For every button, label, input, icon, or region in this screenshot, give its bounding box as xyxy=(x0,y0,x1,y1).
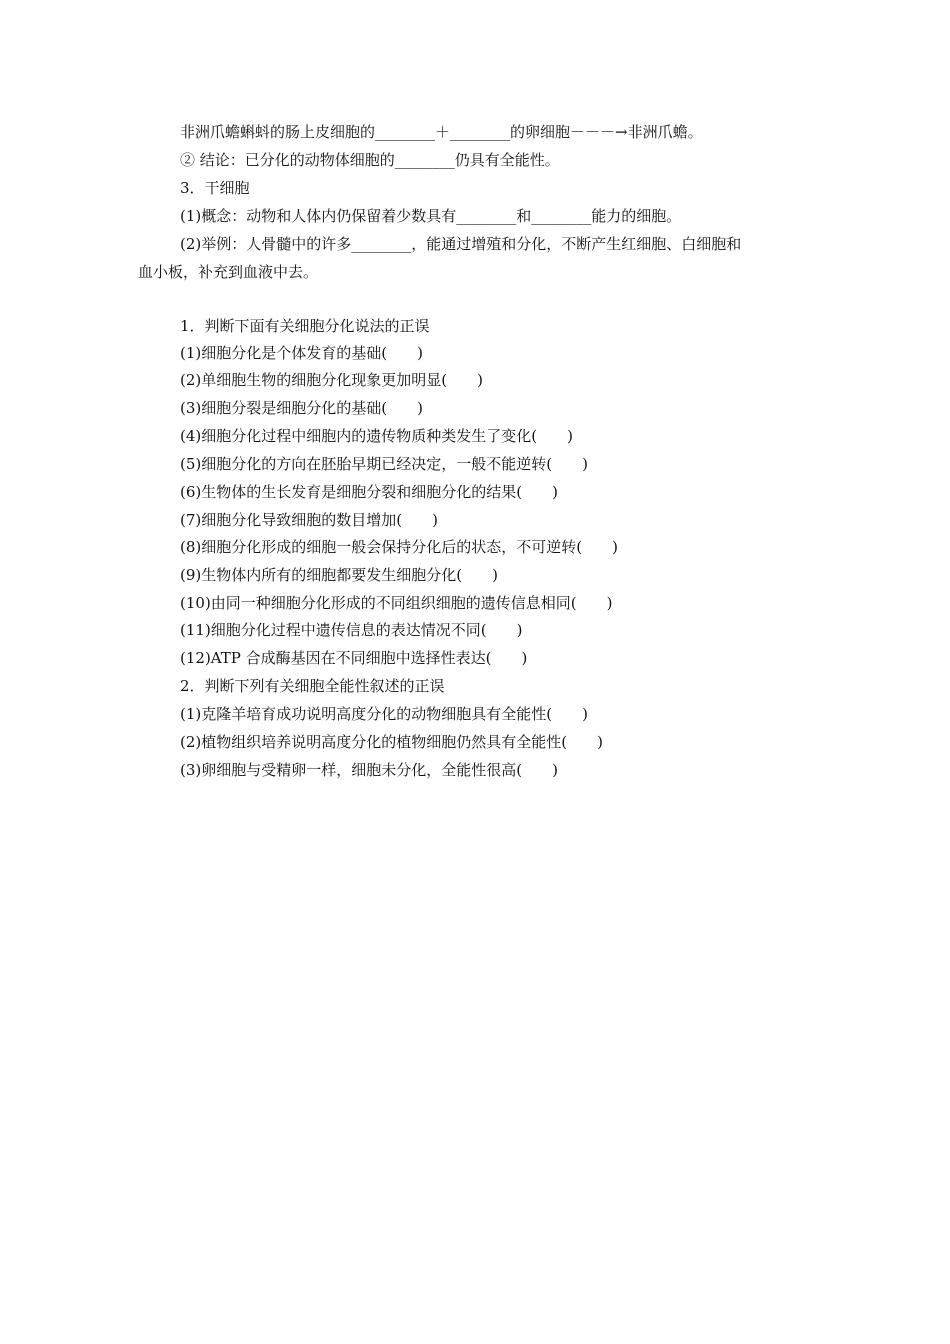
question-1-item: (11)细胞分化过程中遗传信息的表达情况不同( ) xyxy=(180,621,523,639)
question-2-item: (1)克隆羊培育成功说明高度分化的动物细胞具有全能性( ) xyxy=(180,705,588,723)
question-2-title: 2．判断下列有关细胞全能性叙述的正误 xyxy=(180,677,445,695)
question-1-item: (7)细胞分化导致细胞的数目增加( ) xyxy=(180,511,438,529)
question-1-item: (9)生物体内所有的细胞都要发生细胞分化( ) xyxy=(180,566,498,584)
question-2-item: (2)植物组织培养说明高度分化的植物细胞仍然具有全能性( ) xyxy=(180,733,603,751)
question-1-item: (6)生物体的生长发育是细胞分裂和细胞分化的结果( ) xyxy=(180,483,558,501)
conclusion-line: ② 结论：已分化的动物体细胞的________仍具有全能性。 xyxy=(180,151,560,169)
stem-cell-example-continued: 血小板，补充到血液中去。 xyxy=(138,263,319,281)
question-1-item: (8)细胞分化形成的细胞一般会保持分化后的状态，不可逆转( ) xyxy=(180,538,618,556)
question-1-item: (4)细胞分化过程中细胞内的遗传物质种类发生了变化( ) xyxy=(180,427,573,445)
stem-cell-example: (2)举例：人骨髓中的许多________，能通过增殖和分化，不断产生红细胞、白细胞和 xyxy=(180,235,742,253)
question-1-item: (10)由同一种细胞分化形成的不同组织细胞的遗传信息相同( ) xyxy=(180,594,613,612)
question-1-item: (1)细胞分化是个体发育的基础( ) xyxy=(180,344,423,362)
question-1-item: (5)细胞分化的方向在胚胎早期已经决定，一般不能逆转( ) xyxy=(180,455,588,473)
section-heading-stem-cell: 3．干细胞 xyxy=(180,179,250,197)
stem-cell-concept: (1)概念：动物和人体内仍保留着少数具有________和________能力的细胞。 xyxy=(180,207,682,225)
question-1-item: (2)单细胞生物的细胞分化现象更加明显( ) xyxy=(180,371,483,389)
question-1-title: 1．判断下面有关细胞分化说法的正误 xyxy=(180,317,430,335)
experiment-line: 非洲爪蟾蝌蚪的肠上皮细胞的________＋________的卵细胞－－－→非洲爪蟾。 xyxy=(180,123,703,141)
question-2-item: (3)卵细胞与受精卵一样，细胞未分化，全能性很高( ) xyxy=(180,761,558,779)
question-1-item: (12)ATP 合成酶基因在不同细胞中选择性表达( ) xyxy=(180,649,528,667)
question-1-item: (3)细胞分裂是细胞分化的基础( ) xyxy=(180,399,423,417)
